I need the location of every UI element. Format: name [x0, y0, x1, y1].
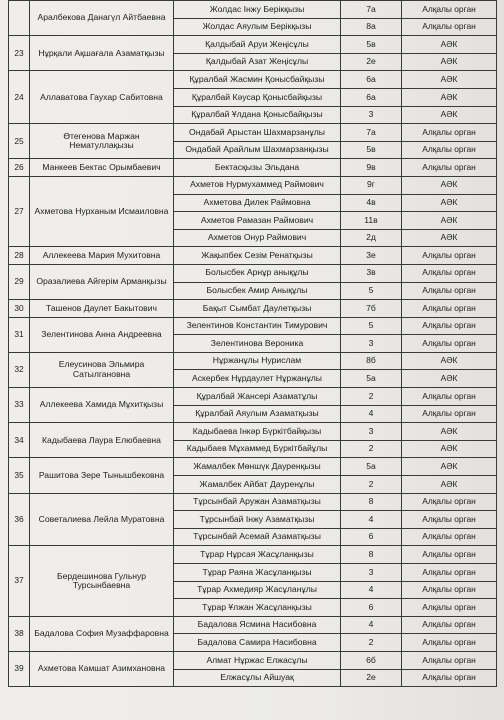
- grade: 4: [341, 581, 402, 599]
- parent-name: Кадыбаева Лаура Елюбаевна: [30, 423, 174, 458]
- grade: 5а: [341, 458, 402, 476]
- parent-name: Бадалова София Музаффаровна: [30, 616, 174, 651]
- table-row: [9, 300, 497, 318]
- parent-name: Манкеев Бектас Орымбаевич: [30, 159, 174, 177]
- student-name: Тұрар Ұлжан Жасұланқызы: [174, 599, 341, 617]
- organization: Алқалы орган: [402, 159, 497, 177]
- table-row: [9, 71, 497, 89]
- organization: АӘК: [402, 176, 497, 194]
- table-row: [9, 388, 497, 406]
- student-name: Алмат Нұржас Елжасұлы: [174, 651, 341, 669]
- student-name: Қалдыбай Азат Жеңісұлы: [174, 53, 341, 71]
- organization: Алқалы орган: [402, 616, 497, 634]
- organization: Алқалы орган: [402, 669, 497, 687]
- grade: 5: [341, 282, 402, 300]
- student-name: Жолдас Аяулым Берікқызы: [174, 18, 341, 36]
- grade: 3: [341, 423, 402, 441]
- parent-name: Бердешинова Гульнур Турсынбаевна: [30, 546, 174, 616]
- organization: Алқалы орган: [402, 405, 497, 423]
- parent-name: Оразалиева Айгерім Арманқызы: [30, 264, 174, 299]
- grade: 4в: [341, 194, 402, 212]
- student-name: Бектасқызы Эльдана: [174, 159, 341, 177]
- table-row: [9, 493, 497, 511]
- grade: 2д: [341, 229, 402, 247]
- student-name: Ахметов Нурмухаммед Раймович: [174, 176, 341, 194]
- student-name: Қалдыбай Аруи Жеңісұлы: [174, 36, 341, 54]
- student-name: Бадалова Ясмина Насибовна: [174, 616, 341, 634]
- parent-name: Зелентинова Анна Андреевна: [30, 317, 174, 352]
- grade: 4: [341, 405, 402, 423]
- parent-name: Нұрқали Ақшағала Азаматқызы: [30, 36, 174, 71]
- row-number: 35: [9, 458, 30, 493]
- grade: 2: [341, 634, 402, 652]
- grade: 11в: [341, 212, 402, 230]
- student-name: Тұрсынбай Асемай Азаматқызы: [174, 528, 341, 546]
- organization: АӘК: [402, 423, 497, 441]
- grade: 3е: [341, 247, 402, 265]
- table-row: [9, 176, 497, 194]
- row-number: 23: [9, 36, 30, 71]
- organization: Алқалы орган: [402, 564, 497, 582]
- organization: АӘК: [402, 352, 497, 370]
- organization: Алқалы орган: [402, 141, 497, 159]
- row-number: 28: [9, 247, 30, 265]
- student-name: Ондабай Арыстан Шахмарзанұлы: [174, 124, 341, 142]
- table-row: [9, 317, 497, 335]
- parent-name: Елеусинова Эльмира Сатылгановна: [30, 352, 174, 387]
- student-name: Зелентинов Константин Тимурович: [174, 317, 341, 335]
- table-row: [9, 616, 497, 634]
- organization: АӘК: [402, 36, 497, 54]
- organization: АӘК: [402, 106, 497, 124]
- grade: 8б: [341, 352, 402, 370]
- parent-name: Ташенов Даулет Бакытович: [30, 300, 174, 318]
- grade: 7а: [341, 124, 402, 142]
- row-number: 36: [9, 493, 30, 546]
- organization: АӘК: [402, 229, 497, 247]
- grade: 5: [341, 317, 402, 335]
- row-number: [9, 1, 30, 36]
- organization: АӘК: [402, 194, 497, 212]
- organization: АӘК: [402, 71, 497, 89]
- organization: Алқалы орган: [402, 528, 497, 546]
- grade: 2е: [341, 53, 402, 71]
- student-name: Жақыпбек Сезім Ренатқызы: [174, 247, 341, 265]
- student-name: Ахметов Рамазан Раймович: [174, 212, 341, 230]
- table-row: [9, 247, 497, 265]
- parent-name: Советалиева Лейла Муратовна: [30, 493, 174, 546]
- row-number: 39: [9, 651, 30, 686]
- grade: 8а: [341, 18, 402, 36]
- student-name: Құралбай Жансері Азаматұлы: [174, 388, 341, 406]
- grade: 9г: [341, 176, 402, 194]
- organization: Алқалы орган: [402, 546, 497, 564]
- parent-name: Аллекеева Хамида Мұхитқызы: [30, 388, 174, 423]
- student-name: Жамалбек Айбат Дауренұлы: [174, 476, 341, 494]
- grade: 6б: [341, 651, 402, 669]
- organization: Алқалы орган: [402, 511, 497, 529]
- organization: Алқалы орган: [402, 264, 497, 282]
- student-name: Жолдас Інжу Берікқызы: [174, 1, 341, 19]
- student-name: Аскербек Нұрдаулет Нұржанұлы: [174, 370, 341, 388]
- organization: Алқалы орган: [402, 493, 497, 511]
- organization: Алқалы орган: [402, 651, 497, 669]
- grade: 3: [341, 564, 402, 582]
- organization: АӘК: [402, 212, 497, 230]
- organization: Алқалы орган: [402, 1, 497, 19]
- grade: 3: [341, 335, 402, 353]
- table-row: [9, 651, 497, 669]
- organization: Алқалы орган: [402, 18, 497, 36]
- grade: 9в: [341, 159, 402, 177]
- table-row: [9, 546, 497, 564]
- organization: Алқалы орган: [402, 282, 497, 300]
- organization: Алқалы орган: [402, 317, 497, 335]
- grade: 3: [341, 106, 402, 124]
- student-name: Жамалбек Мөншүк Дауренқызы: [174, 458, 341, 476]
- grade: 2: [341, 388, 402, 406]
- student-name: Тұрар Раяна Жасұланқызы: [174, 564, 341, 582]
- row-number: 38: [9, 616, 30, 651]
- row-number: 32: [9, 352, 30, 387]
- student-name: Тұрсынбай Аружан Азаматқызы: [174, 493, 341, 511]
- row-number: 34: [9, 423, 30, 458]
- table-row: [9, 352, 497, 370]
- student-name: Құралбай Ұлдана Қонысбайқызы: [174, 106, 341, 124]
- student-name: Ахметов Онур Раймович: [174, 229, 341, 247]
- organization: Алқалы орган: [402, 124, 497, 142]
- student-name: Ондабай Арайлым Шахмарзанқызы: [174, 141, 341, 159]
- row-number: 29: [9, 264, 30, 299]
- student-name: Құралбай Кәусар Қонысбайқызы: [174, 88, 341, 106]
- organization: Алқалы орган: [402, 247, 497, 265]
- student-name: Кадыбаев Мұхаммед Бүркітбайұлы: [174, 440, 341, 458]
- organization: АӘК: [402, 440, 497, 458]
- grade: 2: [341, 440, 402, 458]
- student-name: Ахметова Дилек Раймовна: [174, 194, 341, 212]
- table-row: [9, 458, 497, 476]
- student-name: Тұрар Нұрсая Жасұланқызы: [174, 546, 341, 564]
- row-number: 33: [9, 388, 30, 423]
- grade: 5в: [341, 36, 402, 54]
- student-name: Тұрсынбай Інжу Азаматқызы: [174, 511, 341, 529]
- grade: 7б: [341, 300, 402, 318]
- grade: 8: [341, 493, 402, 511]
- student-name: Кадыбаева Інкәр Бүркітбайқызы: [174, 423, 341, 441]
- grade: 6а: [341, 71, 402, 89]
- grade: 6: [341, 599, 402, 617]
- table-row: [9, 124, 497, 142]
- student-name: Бақыт Сымбат Даулетқызы: [174, 300, 341, 318]
- grade: 7а: [341, 1, 402, 19]
- student-name: Құралбай Жасмин Қонысбайқызы: [174, 71, 341, 89]
- student-name: Болысбек Амир Анықұлы: [174, 282, 341, 300]
- parents-students-table: [8, 0, 497, 687]
- grade: 8: [341, 546, 402, 564]
- student-name: Зелентинова Вероника: [174, 335, 341, 353]
- parent-name: Ахметова Нурханым Исмаиловна: [30, 176, 174, 246]
- student-name: Болысбек Арнұр анықұлы: [174, 264, 341, 282]
- student-name: Бадалова Самира Насибовна: [174, 634, 341, 652]
- organization: Алқалы орган: [402, 388, 497, 406]
- grade: 2е: [341, 669, 402, 687]
- grade: 2: [341, 476, 402, 494]
- student-name: Құралбай Аяулым Азаматқызы: [174, 405, 341, 423]
- organization: АӘК: [402, 53, 497, 71]
- row-number: 27: [9, 176, 30, 246]
- grade: 6: [341, 528, 402, 546]
- table-row: [9, 1, 497, 19]
- organization: АӘК: [402, 476, 497, 494]
- grade: 4: [341, 511, 402, 529]
- table-row: [9, 264, 497, 282]
- student-name: Нұржанұлы Нурислам: [174, 352, 341, 370]
- parent-name: Аллекеева Мария Мухитовна: [30, 247, 174, 265]
- parent-name: Аралбекова Данагүл Айтбаевна: [30, 1, 174, 36]
- parent-name: Өтегенова Маржан Нематуллақызы: [30, 124, 174, 159]
- row-number: 24: [9, 71, 30, 124]
- row-number: 25: [9, 124, 30, 159]
- organization: АӘК: [402, 88, 497, 106]
- parent-name: Рашитова Зере Тынышбековна: [30, 458, 174, 493]
- organization: Алқалы орган: [402, 581, 497, 599]
- organization: Алқалы орган: [402, 599, 497, 617]
- row-number: 30: [9, 300, 30, 318]
- grade: 6а: [341, 88, 402, 106]
- table-row: [9, 159, 497, 177]
- grade: 4: [341, 616, 402, 634]
- organization: Алқалы орган: [402, 634, 497, 652]
- grade: 5а: [341, 370, 402, 388]
- grade: 3в: [341, 264, 402, 282]
- parent-name: Аллаватова Гаухар Сабитовна: [30, 71, 174, 124]
- table-body: [9, 1, 497, 687]
- grade: 5в: [341, 141, 402, 159]
- row-number: 31: [9, 317, 30, 352]
- row-number: 37: [9, 546, 30, 616]
- row-number: 26: [9, 159, 30, 177]
- table-row: [9, 423, 497, 441]
- student-name: Елжасұлы Айшуақ: [174, 669, 341, 687]
- organization: АӘК: [402, 370, 497, 388]
- student-name: Тұрар Ахмедияр Жасұланұлы: [174, 581, 341, 599]
- parent-name: Ахметова Камшат Азимхановна: [30, 651, 174, 686]
- organization: АӘК: [402, 458, 497, 476]
- organization: Алқалы орган: [402, 335, 497, 353]
- table-row: [9, 36, 497, 54]
- organization: Алқалы орган: [402, 300, 497, 318]
